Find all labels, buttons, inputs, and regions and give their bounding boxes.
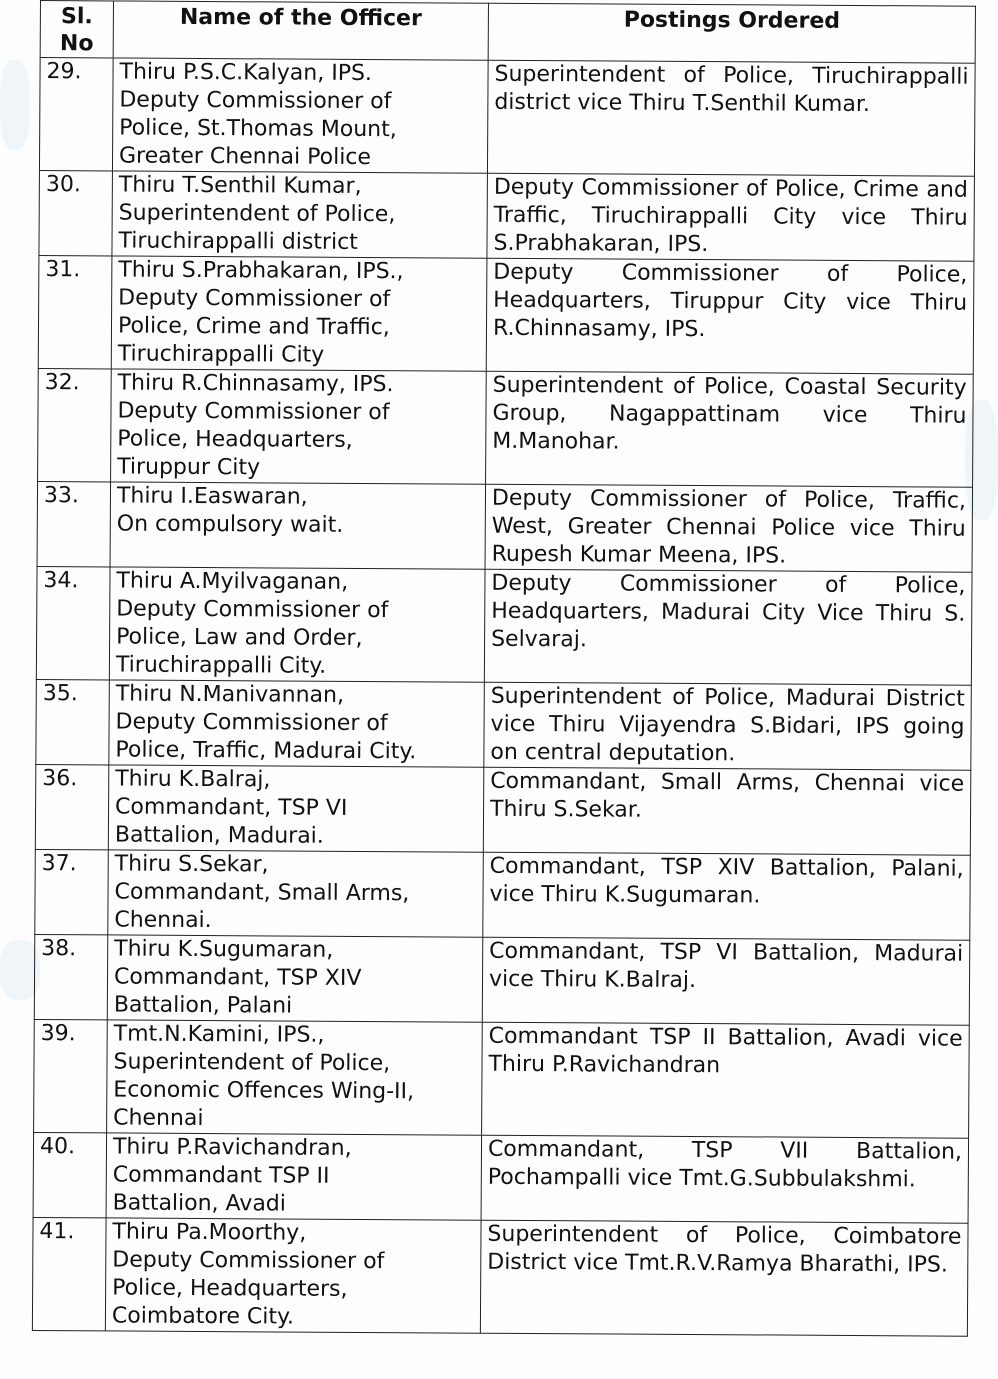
officer-name-cell [109,567,485,682]
officer-name-line: Tiruppur City [117,454,261,481]
officer-name-line: Thiru Pa.Moorthy, [112,1219,307,1246]
posting-ordered-cell: Commandant, Small Arms, Chennai vice Thiru S.Sekar. [483,767,971,855]
officer-name-line: Thiru K.Sugumaran, [114,936,334,963]
serial-number: 35. [36,679,110,764]
table-row [33,1132,969,1223]
serial-number: 36. [35,764,109,849]
serial-number: 39. [34,1019,108,1132]
officer-name-line: Thiru I.Easwaran, [116,483,308,510]
serial-number: 30. [39,170,113,255]
table-row [37,481,973,572]
officer-name-line: Chennai [113,1105,204,1132]
officer-name-cell [106,1133,482,1220]
officer-name-cell [111,256,487,371]
officer-name-line: Commandant, TSP VI [114,794,348,821]
officer-name-line: Superintendent of Police, [118,200,396,228]
officer-name-line: Battalion, Avadi [112,1190,286,1217]
officer-name-line: Thiru P.Ravichandran, [112,1134,352,1161]
officer-name-line: Tiruchirappalli City. [115,652,327,679]
officer-name-line: Police, St.Thomas Mount, [119,115,397,143]
officer-name-line: Commandant, Small Arms, [114,879,410,907]
officer-name-cell [107,935,483,1022]
posting-ordered-cell: Superintendent of Police, Coastal Security Group, Nagappattinam vice Thiru M.Manohar. [486,371,974,487]
posting-ordered-cell: Deputy Commissioner of Police, Headquarters, Tiruppur City vice Thiru R.Chinnasamy, IPS. [486,258,974,374]
serial-number: 33. [37,481,111,566]
officer-name-line: Coimbatore City. [111,1303,295,1330]
officer-name-line: Deputy Commissioner of [118,285,391,313]
officer-name-line: Police, Traffic, Madurai City. [115,737,417,765]
posting-ordered-cell: Superintendent of Police, Tiruchirappalli district vice Thiru T.Senthil Kumar. [487,60,975,176]
officer-name-cell [110,482,486,569]
serial-number: 41. [32,1217,106,1330]
officer-name-cell [108,850,484,937]
posting-ordered-cell: Superintendent of Police, Coimbatore District vice Tmt.R.V.Ramya Bharathi, IPS. [480,1220,968,1336]
officer-name-line: Chennai. [114,907,212,934]
officer-name-line: Deputy Commissioner of [116,596,389,624]
officer-name-line: Thiru A.Myilvaganan, [116,568,349,595]
table-row [39,170,975,261]
officer-name-line: Tiruchirappalli district [118,228,358,255]
officer-name-cell [111,369,487,484]
officer-name-line: Police, Headquarters, [117,426,353,453]
officer-name-cell [105,1218,481,1333]
officer-name-line: Economic Offences Wing-II, [113,1077,415,1105]
officer-name-line: Commandant TSP II [112,1162,330,1189]
officer-name-cell [112,171,488,258]
header-officer-name: Name of the Officer [113,1,488,60]
officer-name-line: Tmt.N.Kamini, IPS., [113,1021,325,1048]
officer-name-line: Superintendent of Police, [113,1049,391,1077]
serial-number: 32. [38,368,112,481]
officer-name-line: Police, Headquarters, [112,1275,348,1302]
officer-name-cell [112,58,488,173]
posting-ordered-cell: Commandant, TSP VI Battalion, Madurai vice Thiru K.Balraj. [482,937,970,1025]
posting-ordered-cell: Deputy Commissioner of Police, Crime and Traffic, Tiruchirappalli City vice Thiru S.Prabhakaran, IPS. [487,173,975,261]
postings-table [32,0,976,1337]
officer-name-line: On compulsory wait. [116,511,344,538]
officer-name-line: Deputy Commissioner of [117,398,390,426]
officer-name-cell [108,765,484,852]
officer-name-line: Police, Crime and Traffic, [117,313,390,341]
officer-name-line: Thiru N.Manivannan, [115,681,345,708]
table-row [34,1019,970,1138]
officer-name-line: Battalion, Madurai. [114,822,324,849]
officer-name-line: Deputy Commissioner of [119,87,392,115]
officer-name-cell [107,1020,483,1135]
table-row [35,849,971,940]
officer-name-line: Police, Law and Order, [116,624,363,651]
serial-number: 34. [36,566,110,679]
serial-number: 31. [38,255,112,368]
posting-ordered-cell: Deputy Commissioner of Police, Headquarters, Madurai City Vice Thiru S. Selvaraj. [484,569,972,685]
officer-name-line: Thiru S.Prabhakaran, IPS., [118,257,404,285]
officer-name-line: Thiru S.Sekar, [114,851,269,878]
officer-name-line: Tiruchirappalli City [117,341,325,368]
table-row [38,368,974,487]
serial-number: 40. [33,1132,107,1217]
officer-name-line: Thiru P.S.C.Kalyan, IPS. [119,59,373,87]
posting-ordered-cell: Commandant, TSP VII Battalion, Pochampalli vice Tmt.G.Subbulakshmi. [481,1135,969,1223]
officer-name-line: Deputy Commissioner of [112,1247,385,1275]
posting-ordered-cell: Superintendent of Police, Madurai District vice Thiru Vijayendra S.Bidari, IPS going on central deputation. [484,682,972,770]
table-row [32,1217,968,1336]
scan-artifact [0,60,30,150]
officer-name-line: Thiru K.Balraj, [115,766,271,793]
officer-name-line: Thiru T.Senthil Kumar, [118,172,362,199]
table-row [38,255,974,374]
officer-name-line: Deputy Commissioner of [115,709,388,737]
header-postings-ordered: Postings Ordered [488,3,975,63]
posting-ordered-cell: Commandant, TSP XIV Battalion, Palani, vice Thiru K.Sugumaran. [483,852,971,940]
serial-number: 38. [34,934,108,1019]
serial-number: 37. [35,849,109,934]
header-sl-no: Sl. No [40,1,113,58]
posting-ordered-cell: Commandant TSP II Battalion, Avadi vice Thiru P.Ravichandran [482,1022,970,1138]
officer-name-line: Greater Chennai Police [118,143,372,171]
officer-name-line: Thiru R.Chinnasamy, IPS. [117,370,394,398]
table-header-row [40,1,975,64]
officer-name-line: Battalion, Palani [113,992,293,1019]
table-row [34,934,970,1025]
table-row [36,566,972,685]
table-row [39,58,975,177]
serial-number: 29. [39,58,113,171]
posting-ordered-cell: Deputy Commissioner of Police, Traffic, West, Greater Chennai Police vice Thiru Rupesh Kumar Meena, IPS. [485,484,973,572]
table-row [36,679,972,770]
officer-name-line: Commandant, TSP XIV [113,964,362,991]
table-row [35,764,971,855]
officer-name-cell [109,680,485,767]
